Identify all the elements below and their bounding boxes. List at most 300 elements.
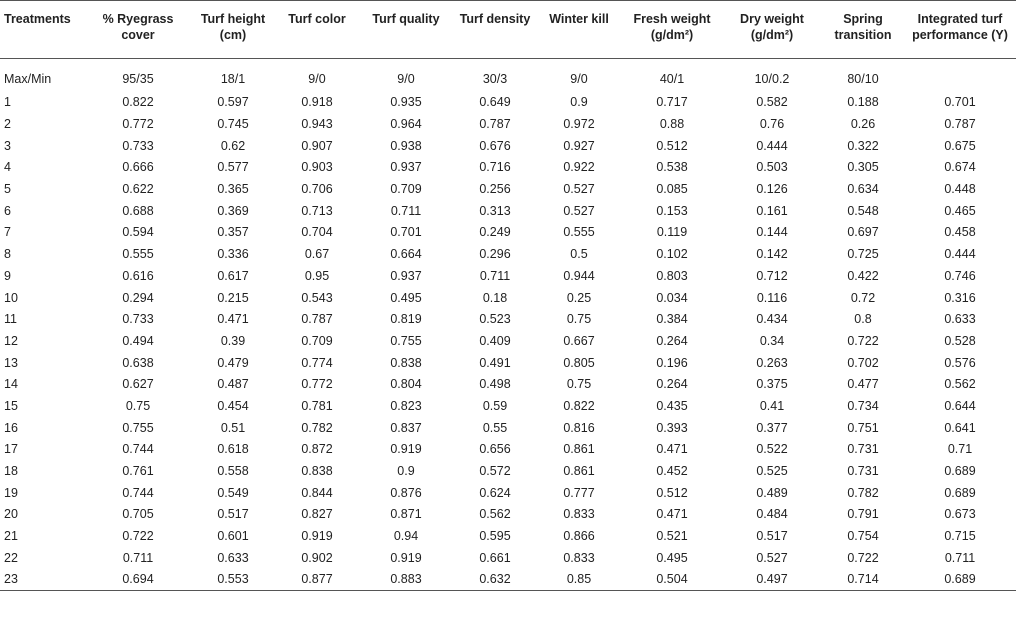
- table-cell: 0.872: [301, 442, 333, 457]
- table-cell: 0.553: [217, 572, 249, 587]
- treatment-id-cell: 22: [4, 550, 18, 565]
- table-cell: 0.521: [656, 529, 688, 544]
- table-cell: 0.494: [122, 333, 154, 348]
- table-cell: 0.664: [390, 247, 422, 262]
- table-row: [0, 547, 1016, 569]
- table-cell: 0.601: [217, 529, 249, 544]
- table-cell: 0.369: [217, 203, 249, 218]
- table-cell: 0.188: [847, 95, 879, 110]
- treatment-id-cell: 21: [4, 529, 18, 544]
- table-cell: 0.435: [656, 398, 688, 413]
- table-cell: 0.67: [304, 247, 330, 262]
- table-cell: 0.751: [847, 420, 879, 435]
- table-cell: 0.754: [847, 529, 879, 544]
- table-cell: 0.661: [479, 550, 511, 565]
- table-cell: 0.638: [122, 355, 154, 370]
- table-cell: 0.689: [944, 464, 976, 479]
- table-cell: 0.119: [656, 225, 688, 240]
- table-row: [0, 482, 1016, 504]
- table-cell: [904, 59, 1016, 92]
- table-cell: 0.782: [301, 420, 333, 435]
- table-cell: 30/3: [482, 72, 508, 87]
- treatment-id-cell: 9: [4, 268, 11, 283]
- table-cell: 0.871: [390, 507, 422, 522]
- table-cell: 0.595: [479, 529, 511, 544]
- table-cell: Max/Min: [4, 72, 52, 87]
- table-cell: 0.944: [563, 268, 595, 283]
- table-cell: 0.903: [301, 160, 333, 175]
- table-cell: 0.644: [944, 398, 976, 413]
- table-cell: 0.498: [479, 377, 511, 392]
- table-cell: 0.144: [756, 225, 788, 240]
- table-cell: 0.816: [563, 420, 595, 435]
- treatment-id-cell: 15: [4, 398, 18, 413]
- table-row: [0, 157, 1016, 179]
- table-cell: 0.919: [390, 550, 422, 565]
- table-cell: 0.877: [301, 572, 333, 587]
- table-cell: 0.88: [659, 117, 685, 132]
- table-cell: 0.336: [217, 247, 249, 262]
- table-cell: 0.649: [479, 95, 511, 110]
- table-cell: 0.305: [847, 160, 879, 175]
- table-cell: 0.761: [122, 464, 154, 479]
- table-cell: 0.555: [122, 247, 154, 262]
- table-cell: 0.549: [217, 485, 249, 500]
- table-cell: 0.558: [217, 464, 249, 479]
- table-cell: 0.523: [479, 312, 511, 327]
- table-cell: 0.777: [563, 485, 595, 500]
- table-cell: 0.731: [847, 442, 879, 457]
- table-cell: 0.85: [566, 572, 592, 587]
- treatment-id-cell: 12: [4, 333, 18, 348]
- table-cell: 0.733: [122, 312, 154, 327]
- column-header: Turf height (cm): [200, 12, 266, 42]
- table-cell: 0.656: [479, 442, 511, 457]
- table-cell: 0.458: [944, 225, 976, 240]
- table-cell: 0.823: [390, 398, 422, 413]
- treatment-id-cell: 10: [4, 290, 18, 305]
- table-cell: 0.633: [944, 312, 976, 327]
- table-cell: 0.833: [563, 550, 595, 565]
- table-cell: 0.085: [656, 182, 688, 197]
- table-cell: 0.489: [756, 485, 788, 500]
- table-cell: 0.833: [563, 507, 595, 522]
- table-cell: 0.674: [944, 160, 976, 175]
- table-cell: 0.632: [479, 572, 511, 587]
- column-header: Turf density: [459, 12, 531, 26]
- table-cell: 10/0.2: [754, 72, 790, 87]
- table-row: [0, 330, 1016, 352]
- table-cell: 0.733: [122, 138, 154, 153]
- table-cell: 0.634: [847, 182, 879, 197]
- table-cell: 0.75: [566, 312, 592, 327]
- max-min-row: [0, 59, 1016, 92]
- table-row: [0, 308, 1016, 330]
- table-cell: 0.102: [656, 247, 688, 262]
- column-header: Spring transition: [834, 12, 892, 42]
- table-row: [0, 287, 1016, 309]
- table-cell: 0.594: [122, 225, 154, 240]
- table-cell: 18/1: [220, 72, 246, 87]
- treatment-id-cell: 2: [4, 117, 11, 132]
- table-cell: 0.484: [756, 507, 788, 522]
- table-cell: 0.39: [220, 333, 246, 348]
- table-cell: 0.734: [847, 398, 879, 413]
- treatment-id-cell: 13: [4, 355, 18, 370]
- table-cell: 0.624: [479, 485, 511, 500]
- table-cell: 0.709: [390, 182, 422, 197]
- table-row: [0, 352, 1016, 374]
- table-row: [0, 222, 1016, 244]
- table-cell: 0.215: [217, 290, 249, 305]
- table-cell: 0.838: [390, 355, 422, 370]
- table-cell: 0.75: [125, 398, 151, 413]
- table-cell: 0.034: [656, 290, 688, 305]
- table-cell: 0.822: [563, 398, 595, 413]
- table-cell: 0.943: [301, 117, 333, 132]
- table-cell: 0.937: [390, 268, 422, 283]
- table-cell: 0.597: [217, 95, 249, 110]
- treatment-id-cell: 18: [4, 464, 18, 479]
- table-cell: 0.712: [756, 268, 788, 283]
- treatment-id-cell: 8: [4, 247, 11, 262]
- table-cell: 0.922: [563, 160, 595, 175]
- table-cell: 0.618: [217, 442, 249, 457]
- table-cell: 0.365: [217, 182, 249, 197]
- table-cell: 0.803: [656, 268, 688, 283]
- table-cell: 0.495: [390, 290, 422, 305]
- table-cell: 0.26: [850, 117, 876, 132]
- table-cell: 0.434: [756, 312, 788, 327]
- column-header: % Ryegrass cover: [102, 12, 174, 42]
- table-cell: 0.676: [479, 138, 511, 153]
- table-cell: 0.675: [944, 138, 976, 153]
- table-cell: 0.444: [944, 247, 976, 262]
- column-header: Turf color: [288, 12, 346, 26]
- table-cell: 0.116: [756, 290, 788, 305]
- table-cell: 0.393: [656, 420, 688, 435]
- table-row: [0, 92, 1016, 114]
- table-cell: 0.448: [944, 182, 976, 197]
- table-cell: 0.577: [217, 160, 249, 175]
- treatment-id-cell: 20: [4, 507, 18, 522]
- table-cell: 0.704: [301, 225, 333, 240]
- table-cell: 0.495: [656, 550, 688, 565]
- table-row: [0, 569, 1016, 591]
- table-cell: 0.715: [944, 529, 976, 544]
- table-cell: 0.34: [759, 333, 785, 348]
- table-cell: 0.263: [756, 355, 788, 370]
- table-cell: 0.633: [217, 550, 249, 565]
- table-cell: 0.787: [479, 117, 511, 132]
- table-cell: 0.666: [122, 160, 154, 175]
- table-cell: 0.701: [944, 95, 976, 110]
- table-cell: 0.782: [847, 485, 879, 500]
- column-header: Treatments: [4, 12, 71, 26]
- table-cell: 0.722: [847, 333, 879, 348]
- table-cell: 0.702: [847, 355, 879, 370]
- table-cell: 0.471: [656, 442, 688, 457]
- table-cell: 0.142: [756, 247, 788, 262]
- table-cell: 0.787: [944, 117, 976, 132]
- table-cell: 0.711: [122, 550, 154, 565]
- treatment-id-cell: 6: [4, 203, 11, 218]
- table-cell: 0.866: [563, 529, 595, 544]
- table-row: [0, 243, 1016, 265]
- table-cell: 0.837: [390, 420, 422, 435]
- treatment-id-cell: 4: [4, 160, 11, 175]
- table-cell: 0.689: [944, 485, 976, 500]
- table-cell: 0.517: [756, 529, 788, 544]
- table-cell: 0.689: [944, 572, 976, 587]
- table-row: [0, 439, 1016, 461]
- table-cell: 9/0: [570, 72, 588, 87]
- table-row: [0, 265, 1016, 287]
- table-cell: 0.861: [563, 442, 595, 457]
- table-cell: 0.196: [656, 355, 688, 370]
- table-cell: 0.713: [301, 203, 333, 218]
- table-cell: 0.296: [479, 247, 511, 262]
- table-cell: 0.525: [756, 464, 788, 479]
- table-cell: 0.927: [563, 138, 595, 153]
- table-cell: 0.491: [479, 355, 511, 370]
- table-cell: 0.722: [122, 529, 154, 544]
- treatment-id-cell: 17: [4, 442, 18, 457]
- table-cell: 0.844: [301, 485, 333, 500]
- table-cell: 0.791: [847, 507, 879, 522]
- table-cell: 0.876: [390, 485, 422, 500]
- table-cell: 95/35: [122, 72, 154, 87]
- table-cell: 0.161: [756, 203, 788, 218]
- table-cell: 0.543: [301, 290, 333, 305]
- table-cell: 0.72: [850, 290, 876, 305]
- table-cell: 40/1: [659, 72, 685, 87]
- table-cell: 0.51: [220, 420, 246, 435]
- table-cell: 0.357: [217, 225, 249, 240]
- table-cell: 0.972: [563, 117, 595, 132]
- table-cell: 0.673: [944, 507, 976, 522]
- table-cell: 0.422: [847, 268, 879, 283]
- table-row: [0, 200, 1016, 222]
- table-cell: 0.503: [756, 160, 788, 175]
- table-cell: 0.772: [122, 117, 154, 132]
- table-cell: 0.907: [301, 138, 333, 153]
- table-cell: 0.9: [570, 95, 588, 110]
- column-header: Dry weight (g/dm²): [740, 12, 804, 42]
- table-cell: 0.527: [563, 182, 595, 197]
- table-cell: 0.822: [122, 95, 154, 110]
- table-cell: 0.9: [397, 464, 415, 479]
- table-cell: 0.804: [390, 377, 422, 392]
- table-cell: 0.709: [301, 333, 333, 348]
- table-cell: 0.919: [390, 442, 422, 457]
- table-cell: 0.479: [217, 355, 249, 370]
- table-cell: 0.787: [301, 312, 333, 327]
- table-cell: 0.454: [217, 398, 249, 413]
- table-cell: 0.522: [756, 442, 788, 457]
- table-cell: 0.937: [390, 160, 422, 175]
- table-cell: 0.688: [122, 203, 154, 218]
- table-cell: 0.964: [390, 117, 422, 132]
- table-cell: 0.264: [656, 333, 688, 348]
- table-cell: 0.755: [122, 420, 154, 435]
- table-cell: 0.264: [656, 377, 688, 392]
- table-cell: 0.59: [482, 398, 508, 413]
- table-cell: 0.572: [479, 464, 511, 479]
- column-header: Integrated turf performance (Y): [912, 12, 1008, 42]
- table-cell: 0.622: [122, 182, 154, 197]
- table-cell: 0.25: [566, 290, 592, 305]
- table-cell: 0.55: [482, 420, 508, 435]
- table-cell: 0.805: [563, 355, 595, 370]
- table-header-row: [0, 1, 1016, 59]
- table-cell: 0.725: [847, 247, 879, 262]
- table-cell: 0.772: [301, 377, 333, 392]
- table-cell: 0.744: [122, 485, 154, 500]
- table-cell: 0.731: [847, 464, 879, 479]
- table-cell: 0.745: [217, 117, 249, 132]
- table-cell: 0.576: [944, 355, 976, 370]
- table-cell: 0.781: [301, 398, 333, 413]
- table-cell: 80/10: [847, 72, 879, 87]
- table-row: [0, 135, 1016, 157]
- table-cell: 0.377: [756, 420, 788, 435]
- table-cell: 0.452: [656, 464, 688, 479]
- table-row: [0, 525, 1016, 547]
- table-row: [0, 373, 1016, 395]
- table-cell: 0.517: [217, 507, 249, 522]
- table-cell: 0.722: [847, 550, 879, 565]
- table-cell: 0.617: [217, 268, 249, 283]
- table-cell: 0.504: [656, 572, 688, 587]
- table-cell: 0.512: [656, 485, 688, 500]
- table-cell: 0.717: [656, 95, 688, 110]
- table-row: [0, 113, 1016, 135]
- table-cell: 0.562: [944, 377, 976, 392]
- column-header: Turf quality: [372, 12, 440, 26]
- table-cell: 0.711: [479, 268, 511, 283]
- table-cell: 0.701: [390, 225, 422, 240]
- table-cell: 0.919: [301, 529, 333, 544]
- table-cell: 9/0: [308, 72, 326, 87]
- table-cell: 0.5: [570, 247, 588, 262]
- treatment-id-cell: 16: [4, 420, 18, 435]
- table-cell: 0.497: [756, 572, 788, 587]
- treatment-id-cell: 11: [4, 312, 17, 327]
- table-cell: 0.697: [847, 225, 879, 240]
- table-cell: 0.409: [479, 333, 511, 348]
- table-cell: 0.838: [301, 464, 333, 479]
- column-header: Winter kill: [549, 12, 609, 26]
- table-cell: 0.548: [847, 203, 879, 218]
- table-cell: 0.249: [479, 225, 511, 240]
- table-cell: 0.883: [390, 572, 422, 587]
- table-cell: 0.477: [847, 377, 879, 392]
- table-cell: 0.384: [656, 312, 688, 327]
- table-row: [0, 504, 1016, 526]
- treatment-id-cell: 7: [4, 225, 11, 240]
- table-cell: 0.555: [563, 225, 595, 240]
- treatment-id-cell: 23: [4, 572, 18, 587]
- table-cell: 0.375: [756, 377, 788, 392]
- table-cell: 0.716: [479, 160, 511, 175]
- table-cell: 0.294: [122, 290, 154, 305]
- table-cell: 0.256: [479, 182, 511, 197]
- table-cell: 0.528: [944, 333, 976, 348]
- table-cell: 0.471: [217, 312, 249, 327]
- table-cell: 0.562: [479, 507, 511, 522]
- table-cell: 0.711: [390, 203, 422, 218]
- treatment-id-cell: 1: [4, 95, 11, 110]
- table-cell: 0.487: [217, 377, 249, 392]
- table-row: [0, 395, 1016, 417]
- table-cell: 0.861: [563, 464, 595, 479]
- table-cell: 0.322: [847, 138, 879, 153]
- table-cell: 0.938: [390, 138, 422, 153]
- table-cell: 0.711: [944, 550, 976, 565]
- table-cell: 0.313: [479, 203, 511, 218]
- table-cell: 0.94: [393, 529, 419, 544]
- treatment-id-cell: 5: [4, 182, 11, 197]
- table-cell: 0.75: [566, 377, 592, 392]
- table-cell: 0.819: [390, 312, 422, 327]
- table-cell: 0.714: [847, 572, 879, 587]
- table-cell: 0.71: [947, 442, 973, 457]
- table-cell: 0.667: [563, 333, 595, 348]
- table-cell: 0.616: [122, 268, 154, 283]
- table-row: [0, 178, 1016, 200]
- column-header: Fresh weight (g/dm²): [633, 12, 711, 42]
- table-cell: 0.76: [759, 117, 785, 132]
- table-cell: 0.538: [656, 160, 688, 175]
- table-row: [0, 460, 1016, 482]
- table-cell: 0.41: [759, 398, 785, 413]
- table-cell: 0.95: [304, 268, 330, 283]
- table-cell: 0.774: [301, 355, 333, 370]
- table-cell: 0.902: [301, 550, 333, 565]
- table-cell: 9/0: [397, 72, 415, 87]
- table-cell: 0.705: [122, 507, 154, 522]
- treatment-id-cell: 19: [4, 485, 18, 500]
- table-cell: 0.918: [301, 95, 333, 110]
- table-cell: 0.627: [122, 377, 154, 392]
- table-cell: 0.471: [656, 507, 688, 522]
- table-cell: 0.8: [854, 312, 872, 327]
- treatment-id-cell: 14: [4, 377, 18, 392]
- table-cell: 0.18: [482, 290, 508, 305]
- table-cell: 0.744: [122, 442, 154, 457]
- treatment-id-cell: 3: [4, 138, 11, 153]
- table-row: [0, 417, 1016, 439]
- table-cell: 0.694: [122, 572, 154, 587]
- table-cell: 0.527: [756, 550, 788, 565]
- table-body: [0, 59, 1016, 591]
- table-cell: 0.153: [656, 203, 688, 218]
- table-cell: 0.746: [944, 268, 976, 283]
- table-cell: 0.755: [390, 333, 422, 348]
- table-cell: 0.935: [390, 95, 422, 110]
- table-cell: 0.827: [301, 507, 333, 522]
- table-cell: 0.582: [756, 95, 788, 110]
- table-cell: 0.316: [944, 290, 976, 305]
- table-cell: 0.465: [944, 203, 976, 218]
- table-cell: 0.706: [301, 182, 333, 197]
- table-cell: 0.641: [944, 420, 976, 435]
- table-cell: 0.512: [656, 138, 688, 153]
- table-cell: 0.62: [220, 138, 246, 153]
- table-cell: 0.126: [756, 182, 788, 197]
- table-cell: 0.444: [756, 138, 788, 153]
